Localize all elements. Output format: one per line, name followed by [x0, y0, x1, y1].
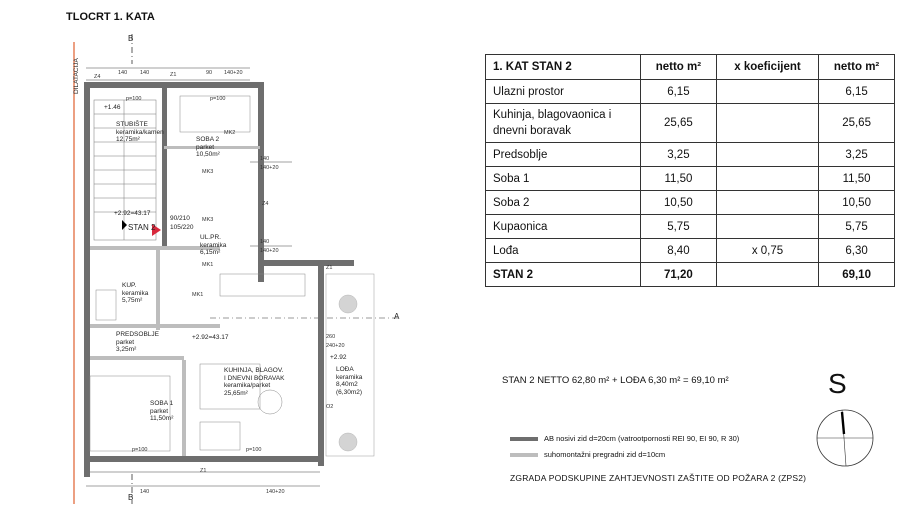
koef-cell — [716, 143, 818, 167]
level-146: +1.46 — [104, 104, 121, 111]
room-predsoblje: PREDSOBLJE parket 3,25m² — [116, 331, 159, 353]
dim-140-bottom: 140 — [140, 489, 150, 495]
table-header-row — [486, 55, 895, 80]
room-soba-1: SOBA 1 parket 11,50m² — [150, 400, 174, 422]
floor-plan-drawing — [60, 34, 480, 512]
netto-cell: 3,25 — [641, 143, 717, 167]
tag-mk3-b: MK3 — [202, 217, 214, 223]
tag-mk2: MK2 — [224, 130, 236, 136]
room-ulazni-prostor: UL.PR. keramika 6,15m² — [200, 234, 227, 256]
total-koef-cell — [716, 263, 818, 287]
dim-140-right-a: 140 — [260, 156, 270, 162]
area-table — [485, 54, 895, 287]
room-name-cell: Lođa — [486, 239, 641, 263]
netto2-cell: 11,50 — [819, 167, 895, 191]
dim-140-a: 140 — [118, 70, 128, 76]
room-name-cell: Soba 1 — [486, 167, 641, 191]
dim-90: 90 — [206, 70, 213, 76]
netto2-cell: 10,50 — [819, 191, 895, 215]
table-header-cell: netto m² — [641, 55, 717, 80]
table-row — [486, 167, 895, 191]
room-name-cell: Ulazni prostor — [486, 80, 641, 104]
level-292-loda: +2.92 — [330, 354, 347, 361]
legend-label: AB nosivi zid d=20cm (vatrootpornosti REI 90, EI 90, R 30) — [544, 434, 740, 443]
netto2-cell: 25,65 — [819, 104, 895, 143]
compass-letter: S — [828, 368, 847, 399]
total-netto2-cell: 69,10 — [819, 263, 895, 287]
p100-soba2: p=100 — [210, 96, 226, 102]
door-90-210: 90/210 — [170, 215, 190, 222]
p100-kuhinja: p=100 — [246, 447, 262, 453]
room-name-cell: Soba 2 — [486, 191, 641, 215]
tag-mk1-a: MK1 — [202, 262, 214, 268]
netto2-cell: 6,30 — [819, 239, 895, 263]
koef-cell — [716, 104, 818, 143]
room-kupaonica: KUP. keramika 5,75m² — [122, 282, 149, 304]
section-b-top-label: B — [128, 34, 134, 43]
door-105-220: 105/220 — [170, 224, 194, 231]
table-row — [486, 239, 895, 263]
floor-plan — [60, 34, 480, 512]
dim-260: 260 — [326, 334, 336, 340]
tag-z4-b: Z4 — [262, 201, 269, 207]
koef-cell — [716, 80, 818, 104]
legend-bearing-wall — [510, 434, 739, 443]
netto-summary: STAN 2 NETTO 62,80 m² + LOĐA 6,30 m² = 69,10 m² — [502, 375, 729, 386]
table-header-cell: 1. KAT STAN 2 — [486, 55, 641, 80]
netto-cell: 10,50 — [641, 191, 717, 215]
partition-walls — [90, 146, 260, 456]
koef-cell: x 0,75 — [716, 239, 818, 263]
dim-140-20-right-b: 140+20 — [260, 248, 279, 254]
stan-2-label: STAN 2 — [128, 223, 156, 232]
legend-partition-wall — [510, 450, 665, 459]
table-row — [486, 191, 895, 215]
room-name-cell: Predsoblje — [486, 143, 641, 167]
dim-140-20-bottom: 140+20 — [266, 489, 285, 495]
koef-cell — [716, 167, 818, 191]
table-row — [486, 143, 895, 167]
netto-cell: 6,15 — [641, 80, 717, 104]
tag-z1-b: Z1 — [326, 265, 333, 271]
table-row — [486, 80, 895, 104]
level-292-hall: +2.92=43.17 — [192, 334, 229, 341]
room-loda: LOĐA keramika 8,40m2 (6,30m2) — [336, 366, 363, 396]
tag-z1-a: Z1 — [170, 72, 177, 78]
dilatacija-label: DILATACIJA — [73, 58, 80, 94]
section-a-label: A — [394, 312, 400, 321]
netto-cell: 11,50 — [641, 167, 717, 191]
dim-140-20-top: 140+20 — [224, 70, 243, 76]
total-netto-cell: 71,20 — [641, 263, 717, 287]
legend-swatch-light — [510, 453, 538, 457]
room-name-cell: Kuhinja, blagovaonica i dnevni boravak — [486, 104, 641, 143]
koef-cell — [716, 191, 818, 215]
room-kuhinja: KUHINJA, BLAGOV. I DNEVNI BORAVAK keramika/parket 25,65m² — [224, 367, 285, 397]
tag-o2: O2 — [326, 404, 334, 410]
level-292-stair: +2.92=43.17 — [114, 210, 151, 217]
compass-icon — [808, 372, 888, 472]
p100-soba1: p=100 — [132, 447, 148, 453]
dim-140-20-right-a: 140+20 — [260, 165, 279, 171]
dim-140-right-b: 140 — [260, 239, 270, 245]
tag-z4-a: Z4 — [94, 74, 101, 80]
total-name-cell: STAN 2 — [486, 263, 641, 287]
tag-mk1-b: MK1 — [192, 292, 204, 298]
netto-cell: 25,65 — [641, 104, 717, 143]
room-soba-2: SOBA 2 parket 10,50m² — [196, 136, 220, 158]
fire-protection-note: ZGRADA PODSKUPINE ZAHTJEVNOSTI ZAŠTITE OD POŽARA 2 (ZPS2) — [510, 473, 807, 483]
section-b-bottom-label: B — [128, 493, 134, 502]
netto-cell: 5,75 — [641, 215, 717, 239]
room-name-cell: Kupaonica — [486, 215, 641, 239]
legend-swatch-dark — [510, 437, 538, 441]
legend-label: suhomontažni pregradni zid d=10cm — [544, 450, 666, 459]
north-compass — [808, 368, 888, 472]
table-row — [486, 104, 895, 143]
table-header-cell: netto m² — [819, 55, 895, 80]
stair-arrow — [122, 220, 127, 230]
netto2-cell: 6,15 — [819, 80, 895, 104]
netto-cell: 8,40 — [641, 239, 717, 263]
tag-mk3-a: MK3 — [202, 169, 214, 175]
netto2-cell: 3,25 — [819, 143, 895, 167]
page-title: TLOCRT 1. KATA — [66, 11, 155, 23]
koef-cell — [716, 215, 818, 239]
table-total-row — [486, 263, 895, 287]
netto2-cell: 5,75 — [819, 215, 895, 239]
tag-z1-c: Z1 — [200, 468, 207, 474]
table-header-cell: x koeficijent — [716, 55, 818, 80]
room-stubiste: STUBIŠTE keramika/kamen 12,75m² — [116, 121, 164, 143]
dim-140-b: 140 — [140, 70, 150, 76]
table-row — [486, 215, 895, 239]
p100-stair: p=100 — [126, 96, 142, 102]
dim-240-20: 240+20 — [326, 343, 345, 349]
